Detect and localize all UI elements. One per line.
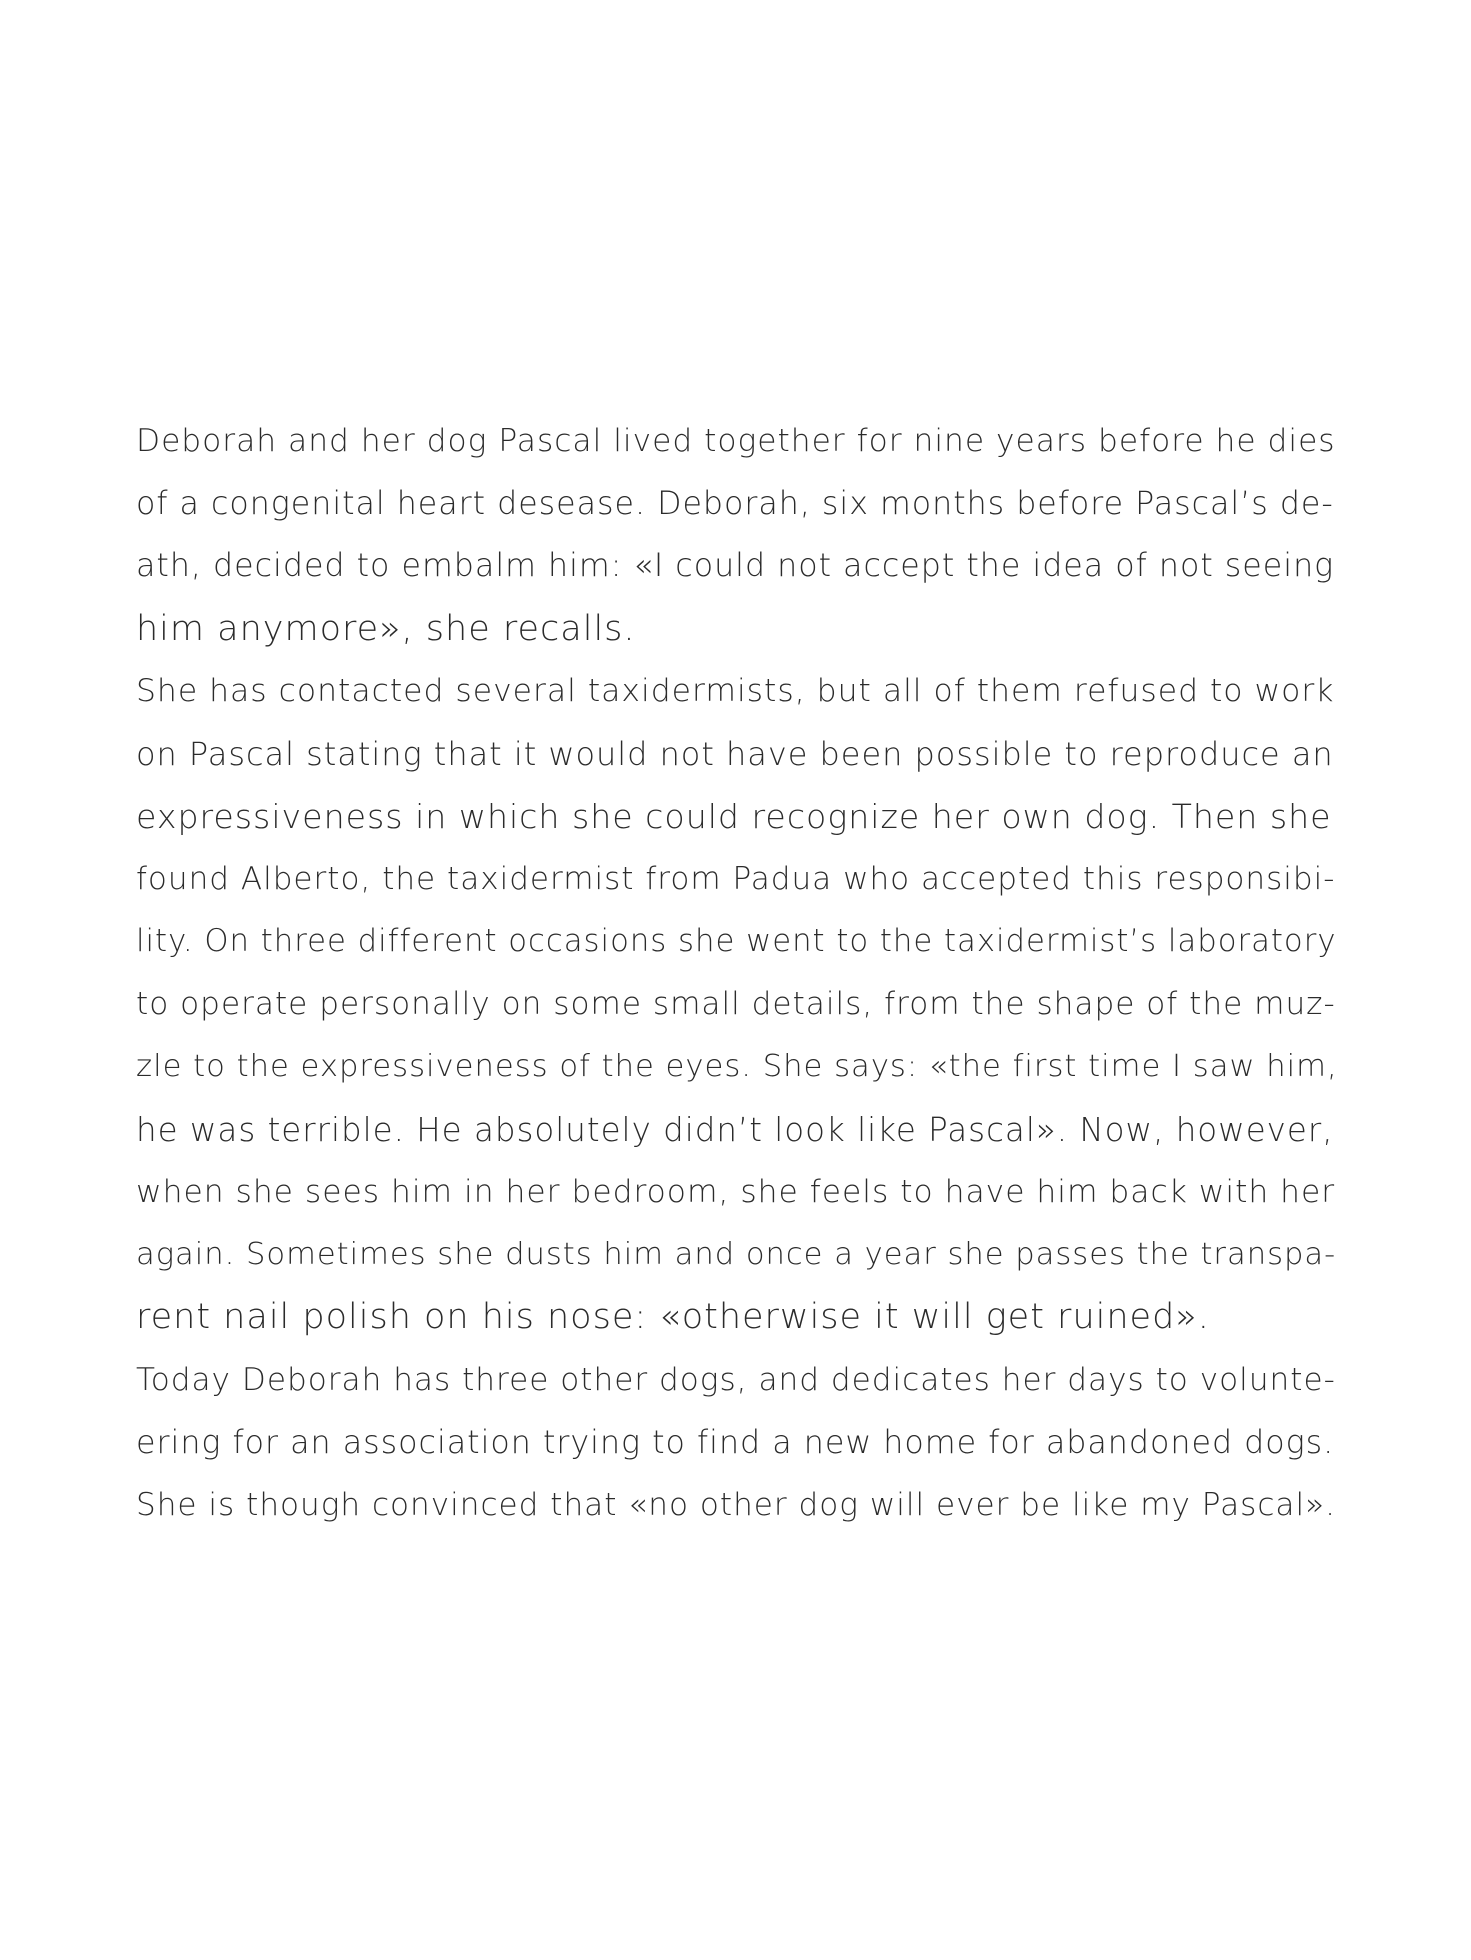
text-line: Today Deborah has three other dogs, and dedicates her days to volunte- [136,1361,1336,1398]
text-line: She has contacted several taxidermists, but all of them refused to work [136,673,1335,710]
text-line: him anymore», she recalls. [136,608,636,649]
text-line: ering for an association trying to find a new home for abandoned dogs. [136,1424,1335,1461]
text-line: he was terrible. He absolutely didn’t look like Pascal». Now, however, [136,1110,1334,1149]
text-line: expressiveness in which she could recognize her own dog. Then she [136,796,1332,836]
text-line: of a congenital heart desease. Deborah, six months before Pascal’s de- [136,485,1334,522]
text-line: when she sees him in her bedroom, she feels to have him back with her [136,1174,1336,1211]
text-line: on Pascal stating that it would not have been possible to reproduce an [136,734,1334,773]
text-line: to operate personally on some small details, from the shape of the muz- [136,986,1336,1023]
text-line: found Alberto, the taxidermist from Padua who accepted this responsibi- [136,861,1336,898]
text-line: Deborah and her dog Pascal lived together for nine years before he dies [136,423,1336,459]
text-line: rent nail polish on his nose: «otherwise it will get ruined». [136,1297,1210,1338]
body-text [136,410,1338,1537]
text-line: lity. On three different occasions she went to the taxidermist’s laboratory [136,923,1337,959]
text-line: ath, decided to embalm him: «I could not accept the idea of not seeing [136,548,1335,585]
text-line: again. Sometimes she dusts him and once a year she passes the transpa- [136,1236,1337,1272]
text-line: zle to the expressiveness of the eyes. She says: «the first time I saw him, [136,1048,1338,1084]
text-line: She is though convinced that «no other dog will ever be like my Pascal». [136,1487,1336,1524]
